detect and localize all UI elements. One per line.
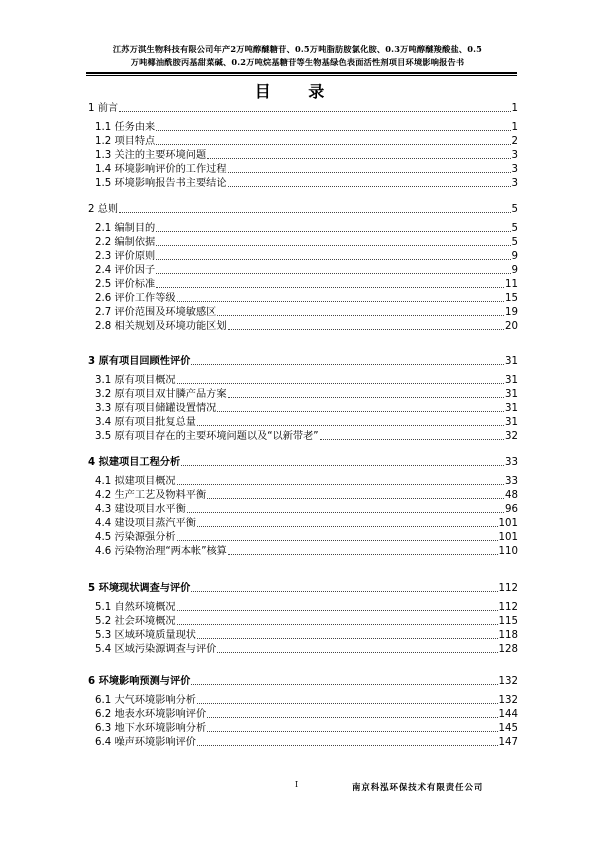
toc-chapter-entry[interactable] bbox=[88, 456, 518, 470]
toc-entry-label: 3 原有项目回顾性评价 bbox=[88, 356, 191, 367]
toc-entry-label: 6 环境影响预测与评价 bbox=[88, 676, 191, 687]
toc-entry-label: 1 前言 bbox=[88, 103, 119, 114]
toc-chapter-entry[interactable] bbox=[88, 102, 518, 116]
toc-dot-leader bbox=[187, 503, 504, 513]
toc-entry-page: 33 bbox=[505, 476, 518, 487]
toc-section-entry[interactable] bbox=[95, 503, 518, 517]
header-line-1: 江苏万淇生物科技有限公司年产2万吨醇醚糖苷、0.5万吨脂肪胺氯化胺、0.3万吨醇醚羧酸盐、0.5 bbox=[112, 44, 483, 54]
toc-entry-page: 19 bbox=[505, 307, 518, 318]
toc-entry-page: 31 bbox=[505, 375, 518, 386]
header-rule-thin bbox=[86, 75, 517, 76]
toc-dot-leader bbox=[197, 416, 504, 426]
toc-dot-leader bbox=[177, 531, 498, 541]
toc-dot-leader bbox=[191, 582, 497, 592]
toc-entry-page: 145 bbox=[498, 723, 518, 734]
toc-dot-leader bbox=[191, 675, 497, 685]
toc-section-entry[interactable] bbox=[95, 374, 518, 388]
toc-entry-page: 96 bbox=[505, 504, 518, 515]
toc-dot-leader bbox=[156, 236, 510, 246]
toc-entry-page: 31 bbox=[505, 356, 518, 367]
toc-section-entry[interactable] bbox=[95, 416, 518, 430]
toc-section-entry[interactable] bbox=[95, 736, 518, 750]
toc-entry-label: 2.8 相关规划及环境功能区划 bbox=[95, 321, 227, 332]
document-header bbox=[70, 43, 525, 69]
toc-section-entry[interactable] bbox=[95, 475, 518, 489]
toc-entry-label: 4.5 污染源强分析 bbox=[95, 532, 176, 543]
toc-entry-page: 147 bbox=[498, 737, 518, 748]
toc-dot-leader bbox=[177, 475, 504, 485]
toc-entry-label: 1.1 任务由来 bbox=[95, 122, 156, 133]
toc-entry-page: 31 bbox=[505, 417, 518, 428]
toc-entry-label: 5.3 区域环境质量现状 bbox=[95, 630, 196, 641]
toc-entry-page: 9 bbox=[511, 265, 518, 276]
toc-section-entry[interactable] bbox=[95, 430, 518, 444]
toc-section-entry[interactable] bbox=[95, 722, 518, 736]
toc-section-entry[interactable] bbox=[95, 545, 518, 559]
toc-dot-leader bbox=[177, 601, 498, 611]
toc-section-entry[interactable] bbox=[95, 177, 518, 191]
toc-entry-label: 2.2 编制依据 bbox=[95, 237, 156, 248]
toc-entry-label: 5.4 区域污染源调查与评价 bbox=[95, 644, 217, 655]
toc-section-entry[interactable] bbox=[95, 531, 518, 545]
toc-entry-page: 31 bbox=[505, 403, 518, 414]
toc-entry-page: 5 bbox=[511, 237, 518, 248]
toc-section-entry[interactable] bbox=[95, 629, 518, 643]
toc-section-entry[interactable] bbox=[95, 489, 518, 503]
toc-entry-page: 110 bbox=[498, 546, 518, 557]
toc-section-entry[interactable] bbox=[95, 615, 518, 629]
toc-dot-leader bbox=[217, 643, 497, 653]
toc-section-entry[interactable] bbox=[95, 643, 518, 657]
toc-section-entry[interactable] bbox=[95, 135, 518, 149]
toc-entry-label: 4.2 生产工艺及物料平衡 bbox=[95, 490, 207, 501]
toc-section-entry[interactable] bbox=[95, 163, 518, 177]
toc-entry-label: 6.3 地下水环境影响分析 bbox=[95, 723, 207, 734]
toc-section-entry[interactable] bbox=[95, 236, 518, 250]
toc-entry-label: 3.3 原有项目储罐设置情况 bbox=[95, 403, 217, 414]
toc-dot-leader bbox=[207, 149, 510, 159]
toc-dot-leader bbox=[228, 163, 511, 173]
toc-dot-leader bbox=[228, 545, 498, 555]
toc-entry-label: 3.4 原有项目批复总量 bbox=[95, 417, 196, 428]
toc-dot-leader bbox=[119, 203, 510, 213]
toc-entry-label: 5.1 自然环境概况 bbox=[95, 602, 176, 613]
toc-dot-leader bbox=[156, 250, 510, 260]
toc-entry-label: 4.3 建设项目水平衡 bbox=[95, 504, 186, 515]
toc-section-entry[interactable] bbox=[95, 306, 518, 320]
toc-section-entry[interactable] bbox=[95, 320, 518, 334]
toc-dot-leader bbox=[177, 292, 504, 302]
toc-section-entry[interactable] bbox=[95, 278, 518, 292]
toc-entry-label: 2.5 评价标准 bbox=[95, 279, 156, 290]
toc-section-entry[interactable] bbox=[95, 222, 518, 236]
toc-entry-label: 4 拟建项目工程分析 bbox=[88, 457, 181, 468]
toc-entry-label: 2.7 评价范围及环境敏感区 bbox=[95, 307, 217, 318]
toc-entry-label: 4.6 污染物治理“两本帐”核算 bbox=[95, 546, 227, 557]
toc-entry-page: 144 bbox=[498, 709, 518, 720]
toc-dot-leader bbox=[197, 736, 498, 746]
toc-chapter-entry[interactable] bbox=[88, 582, 518, 596]
toc-section-entry[interactable] bbox=[95, 149, 518, 163]
toc-entry-page: 32 bbox=[505, 431, 518, 442]
toc-section-entry[interactable] bbox=[95, 694, 518, 708]
toc-entry-label: 2.4 评价因子 bbox=[95, 265, 156, 276]
toc-entry-page: 1 bbox=[511, 103, 518, 114]
toc-entry-page: 101 bbox=[498, 518, 518, 529]
toc-entry-label: 1.5 环境影响报告书主要结论 bbox=[95, 178, 227, 189]
toc-entry-page: 31 bbox=[505, 389, 518, 400]
toc-entry-label: 4.1 拟建项目概况 bbox=[95, 476, 176, 487]
toc-entry-page: 3 bbox=[511, 164, 518, 175]
toc-entry-label: 6.1 大气环境影响分析 bbox=[95, 695, 196, 706]
toc-entry-label: 2.3 评价原则 bbox=[95, 251, 156, 262]
header-line-2: 万吨椰油酰胺丙基甜菜碱、0.2万吨烷基糖苷等生物基绿色表面活性剂项目环境影响报告书 bbox=[130, 57, 465, 67]
toc-title: 目 录 bbox=[254, 82, 341, 101]
toc-dot-leader bbox=[228, 177, 511, 187]
toc-dot-leader bbox=[207, 722, 497, 732]
toc-dot-leader bbox=[217, 306, 504, 316]
toc-entry-page: 3 bbox=[511, 178, 518, 189]
toc-chapter-entry[interactable] bbox=[88, 203, 518, 217]
toc-dot-leader bbox=[320, 430, 504, 440]
footer-page-number: I bbox=[295, 780, 299, 789]
toc-dot-leader bbox=[197, 517, 498, 527]
toc-section-entry[interactable] bbox=[95, 708, 518, 722]
toc-dot-leader bbox=[181, 456, 504, 466]
toc-section-entry[interactable] bbox=[95, 402, 518, 416]
toc-entry-label: 1.4 环境影响评价的工作过程 bbox=[95, 164, 227, 175]
toc-section-entry[interactable] bbox=[95, 292, 518, 306]
toc-entry-label: 1.2 项目特点 bbox=[95, 136, 156, 147]
toc-entry-page: 128 bbox=[498, 644, 518, 655]
toc-entry-page: 112 bbox=[498, 583, 518, 594]
toc-entry-label: 3.5 原有项目存在的主要环境问题以及“以新带老” bbox=[95, 431, 319, 442]
toc-entry-page: 132 bbox=[498, 695, 518, 706]
toc-entry-label: 4.4 建设项目蒸汽平衡 bbox=[95, 518, 196, 529]
toc-section-entry[interactable] bbox=[95, 264, 518, 278]
toc-entry-page: 48 bbox=[505, 490, 518, 501]
toc-entry-page: 20 bbox=[505, 321, 518, 332]
footer-company: 南京科泓环保技术有限责任公司 bbox=[352, 782, 484, 792]
toc-chapter-entry[interactable] bbox=[88, 355, 518, 369]
toc-dot-leader bbox=[197, 629, 498, 639]
toc-dot-leader bbox=[156, 264, 510, 274]
toc-entry-page: 5 bbox=[511, 223, 518, 234]
toc-section-entry[interactable] bbox=[95, 517, 518, 531]
toc-entry-page: 118 bbox=[498, 630, 518, 641]
toc-entry-label: 2.1 编制目的 bbox=[95, 223, 156, 234]
toc-entry-page: 1 bbox=[511, 122, 518, 133]
toc-dot-leader bbox=[119, 102, 510, 112]
toc-dot-leader bbox=[207, 708, 497, 718]
toc-entry-page: 101 bbox=[498, 532, 518, 543]
toc-entry-label: 6.2 地表水环境影响评价 bbox=[95, 709, 207, 720]
toc-entry-page: 9 bbox=[511, 251, 518, 262]
toc-section-entry[interactable] bbox=[95, 601, 518, 615]
toc-entry-page: 112 bbox=[498, 602, 518, 613]
toc-entry-label: 5.2 社会环境概况 bbox=[95, 616, 176, 627]
toc-dot-leader bbox=[156, 121, 510, 131]
toc-section-entry[interactable] bbox=[95, 121, 518, 135]
toc-entry-label: 2.6 评价工作等级 bbox=[95, 293, 176, 304]
toc-entry-page: 2 bbox=[511, 136, 518, 147]
toc-entry-page: 132 bbox=[498, 676, 518, 687]
toc-dot-leader bbox=[156, 278, 504, 288]
toc-entry-page: 115 bbox=[498, 616, 518, 627]
toc-section-entry[interactable] bbox=[95, 250, 518, 264]
toc-dot-leader bbox=[228, 320, 505, 330]
toc-chapter-entry[interactable] bbox=[88, 675, 518, 689]
toc-dot-leader bbox=[217, 402, 504, 412]
toc-entry-label: 6.4 噪声环境影响评价 bbox=[95, 737, 196, 748]
toc-dot-leader bbox=[207, 489, 504, 499]
toc-dot-leader bbox=[156, 222, 510, 232]
toc-entry-page: 3 bbox=[511, 150, 518, 161]
toc-dot-leader bbox=[191, 355, 504, 365]
header-rule-thick bbox=[86, 72, 517, 74]
toc-entry-label: 5 环境现状调查与评价 bbox=[88, 583, 191, 594]
toc-dot-leader bbox=[228, 388, 505, 398]
toc-dot-leader bbox=[177, 615, 498, 625]
toc-dot-leader bbox=[177, 374, 504, 384]
toc-dot-leader bbox=[197, 694, 498, 704]
toc-dot-leader bbox=[156, 135, 510, 145]
toc-entry-label: 2 总则 bbox=[88, 204, 119, 215]
toc-entry-page: 15 bbox=[505, 293, 518, 304]
toc-entry-label: 3.1 原有项目概况 bbox=[95, 375, 176, 386]
toc-entry-label: 1.3 关注的主要环境问题 bbox=[95, 150, 207, 161]
toc-entry-label: 3.2 原有项目双甘膦产品方案 bbox=[95, 389, 227, 400]
toc-entry-page: 5 bbox=[511, 204, 518, 215]
toc-section-entry[interactable] bbox=[95, 388, 518, 402]
toc-entry-page: 11 bbox=[505, 279, 518, 290]
toc-entry-page: 33 bbox=[505, 457, 518, 468]
